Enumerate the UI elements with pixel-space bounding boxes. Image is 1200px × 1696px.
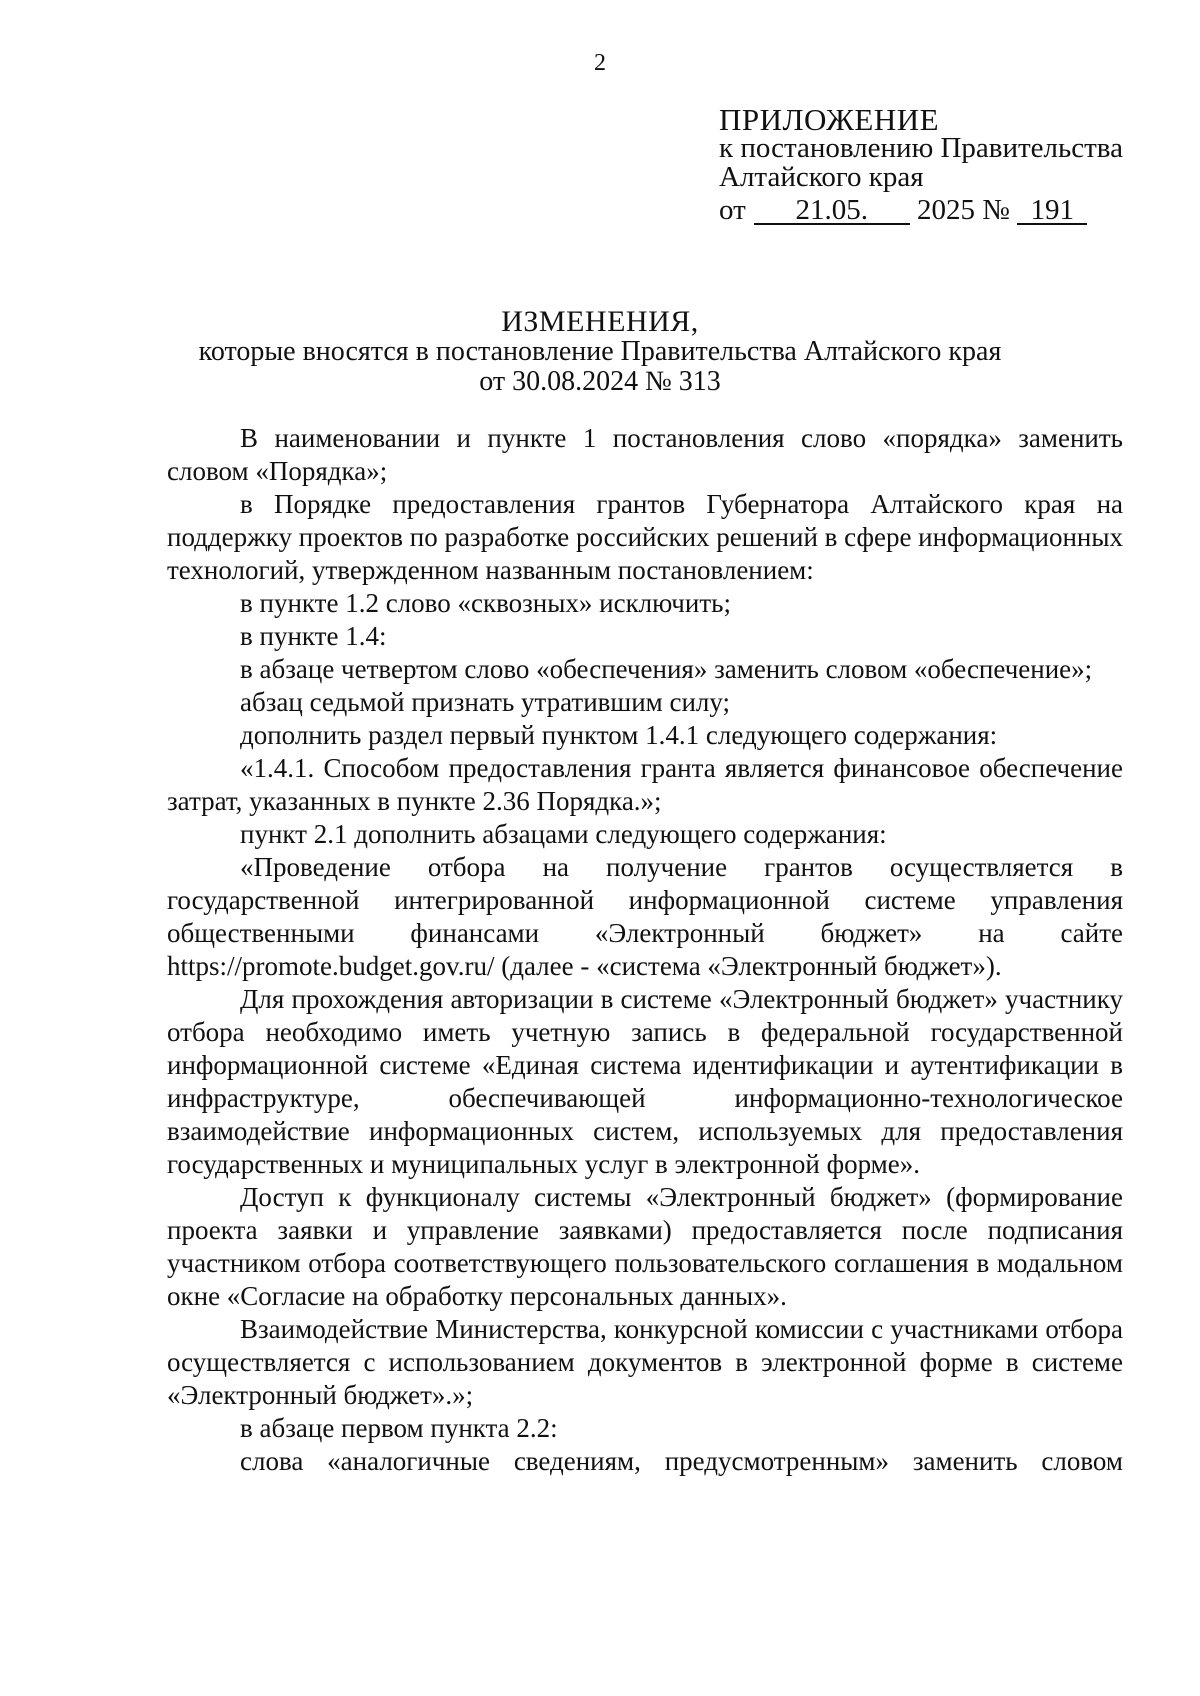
date-prefix: от bbox=[719, 194, 746, 226]
paragraph: в абзаце четвертом слово «обеспечения» заменить словом «обеспечение»; bbox=[240, 654, 1093, 684]
document-heading bbox=[0, 307, 1200, 397]
paragraph: в Порядке предоставления грантов Губернатора Алтайского края на поддержку проектов по разработке российских решений в сфере информационных технологий, утвержденном названным постановлением: bbox=[167, 489, 1123, 585]
paragraph: Для прохождения авторизации в системе «Электронный бюджет» участнику отбора необходимо иметь учетную запись в федеральной государственной информационной системе «Единая система идентификации и аутентификации в инфраструктуре, обеспечивающей информационно-технологическое взаимодействие информационных систем, используемых для предоставления государственных и муниципальных услуг в электронной форме». bbox=[167, 984, 1123, 1179]
paragraph: в пункте 1.2 слово «сквозных» исключить; bbox=[240, 588, 731, 618]
paragraph: Взаимодействие Министерства, конкурсной комиссии с участниками отбора осуществляется с использованием документов в электронной форме в системе «Электронный бюджет».»; bbox=[167, 1314, 1123, 1410]
paragraph: пункт 2.1 дополнить абзацами следующего содержания: bbox=[240, 819, 887, 849]
paragraph: в пункте 1.4: bbox=[240, 621, 387, 651]
appendix-line-2: Алтайского края bbox=[719, 161, 924, 193]
document-body bbox=[167, 422, 1123, 1478]
paragraph: абзац седьмой признать утратившим силу; bbox=[240, 687, 731, 717]
paragraph: «Проведение отбора на получение грантов осуществляется в государственной интегрированной информационной системе управления общественными финансами «Электронный бюджет» на сайте https://promote.budget.gov.ru/ (далее - «система «Электронный бюджет»). bbox=[167, 852, 1123, 981]
resolution-date: 21.05. bbox=[754, 197, 910, 225]
appendix-date-line bbox=[719, 196, 1123, 225]
paragraph: дополнить раздел первый пунктом 1.4.1 следующего содержания: bbox=[240, 720, 998, 750]
heading-title: ИЗМЕНЕНИЯ, bbox=[501, 305, 699, 338]
paragraph: «1.4.1. Способом предоставления гранта является финансовое обеспечение затрат, указанных в пункте 2.36 Порядка.»; bbox=[167, 753, 1123, 816]
paragraph: слова «аналогичные сведениям, предусмотренным» заменить словом bbox=[240, 1446, 1123, 1476]
page-number: 2 bbox=[594, 50, 606, 76]
paragraph: в абзаце первом пункта 2.2: bbox=[240, 1413, 558, 1443]
heading-line-2: от 30.08.2024 № 313 bbox=[479, 366, 721, 397]
appendix-block bbox=[719, 102, 1123, 226]
heading-line-1: которые вносятся в постановление Правительства Алтайского края bbox=[198, 336, 1002, 367]
resolution-year: 2025 № bbox=[917, 194, 1010, 226]
appendix-title: ПРИЛОЖЕНИЕ bbox=[719, 102, 940, 137]
paragraph: В наименовании и пункте 1 постановления слово «порядка» заменить словом «Порядка»; bbox=[167, 423, 1123, 486]
resolution-number: 191 bbox=[1017, 197, 1087, 225]
paragraph: Доступ к функционалу системы «Электронный бюджет» (формирование проекта заявки и управление заявками) предоставляется после подписания участником отбора соответствующего пользовательского соглашения в модальном окне «Согласие на обработку персональных данных». bbox=[167, 1182, 1123, 1311]
appendix-line-1: к постановлению Правительства bbox=[719, 132, 1123, 164]
